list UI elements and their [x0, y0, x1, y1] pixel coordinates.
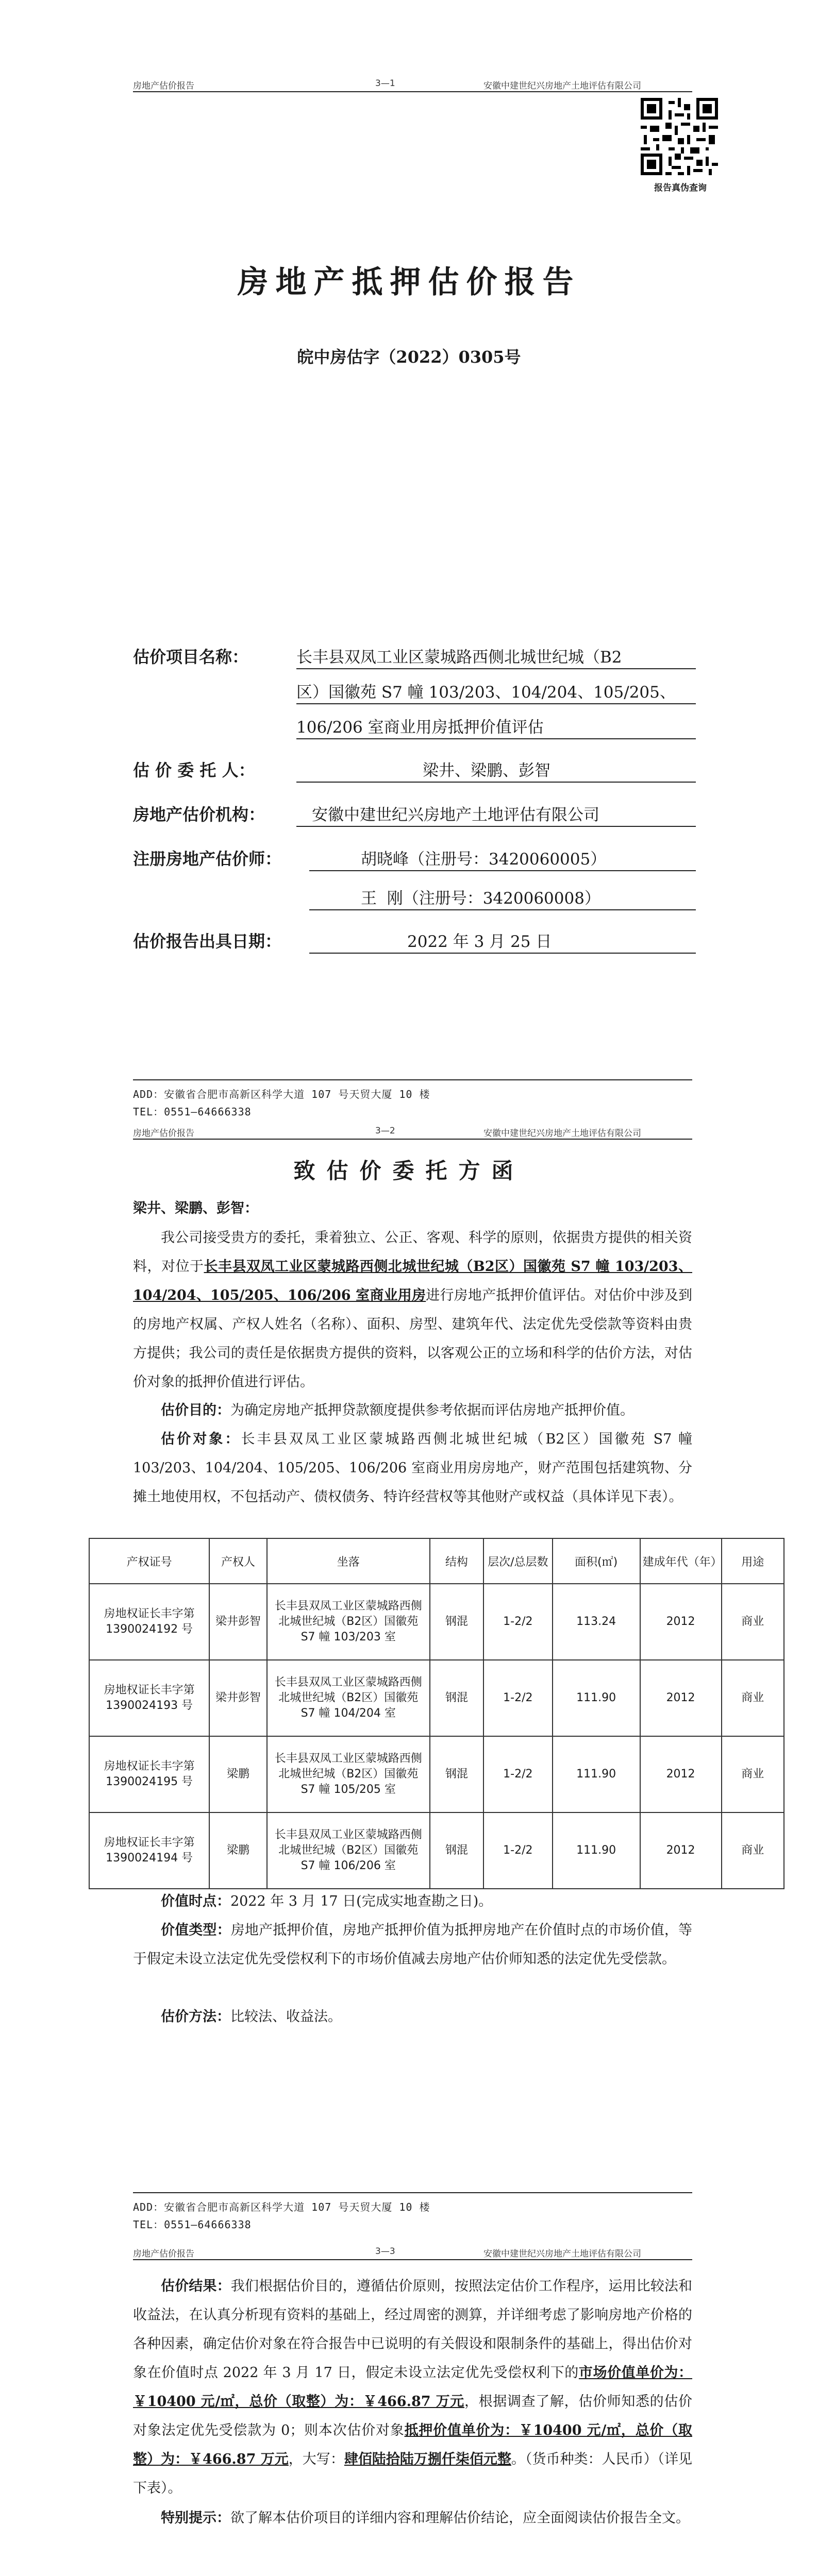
table-cell: 111.90: [553, 1812, 640, 1889]
method-text: 比较法、收益法。: [230, 2009, 342, 2025]
object-text: 长丰县双凤工业区蒙城路西侧北城世纪城（B2区）国徽苑 S7 幢 103/203、104/204、105/205、106/206 室商业用房房地产，财产范围包括建筑物、分摊土地使用权，不包括动产、债权债务、特许经营权等其他财产或权益（具体详见下表）。: [133, 1431, 693, 1505]
type-para: [133, 1916, 692, 1974]
underline: [296, 826, 696, 827]
footer-address: ADD：安徽省合肥市高新区科学大道 107 号天贸大厦 10 楼: [133, 2201, 430, 2213]
time-label: 价值时点：: [161, 1893, 230, 1909]
report-title: 房地产抵押估价报告: [237, 264, 581, 300]
table-cell: 113.24: [553, 1584, 640, 1660]
page-number: 3—1: [375, 78, 395, 89]
table-row: [89, 1736, 784, 1812]
report-number: 皖中房估字（2022）0305号: [297, 347, 521, 367]
header-left: 房地产估价报告: [133, 1128, 194, 1139]
footer-rule: [133, 1079, 692, 1080]
client-value: 梁井、梁鹏、彭智: [423, 761, 550, 780]
project-line3: 106/206 室商业用房抵押价值评估: [296, 718, 544, 737]
table-cell: 1-2/2: [483, 1584, 553, 1660]
table-cell: 长丰县双凤工业区蒙城路西侧北城世纪城（B2区）国徽苑 S7 幢 104/204 室: [267, 1660, 430, 1736]
column-header: 产权人: [209, 1538, 267, 1584]
table-cell: 长丰县双凤工业区蒙城路西侧北城世纪城（B2区）国徽苑 S7 幢 106/206 室: [267, 1812, 430, 1889]
table-cell: 房地权证长丰字第1390024192 号: [89, 1584, 209, 1660]
header-rule: [133, 1139, 692, 1140]
para-object: 长丰县双凤工业区蒙城路西侧北城世纪城（B2区）国徽苑 S7 幢 103/203、104/204、105/205、106/206 室商业用房: [133, 1259, 692, 1303]
salutation: 梁井、梁鹏、彭智：: [133, 1200, 258, 1216]
tip-label: 特别提示：: [161, 2510, 230, 2526]
result-para: [133, 2272, 692, 2503]
column-header: 用途: [722, 1538, 784, 1584]
tip-para: [133, 2504, 692, 2533]
appraiser-label: 注册房地产估价师：: [133, 849, 282, 869]
table-cell: 梁井彭智: [209, 1660, 267, 1736]
para-text: 进行房地产抵押价值评估。对估价中涉及到的房地产权属、产权人姓名（名称）、面积、房型、建筑年代、法定优先受偿款等资料由贵方提供；我公司的责任是依据贵方提供的资料，以客观公正的立场和科学的估价方法，对估价对象的抵押价值进行评估。: [133, 1287, 692, 1390]
page-number: 3—2: [375, 1126, 395, 1136]
result-text: ，大写：: [288, 2451, 344, 2467]
page-number: 3—3: [375, 2246, 395, 2257]
project-label: 估价项目名称：: [133, 647, 249, 667]
purpose-label: 估价目的：: [161, 1402, 230, 1418]
header-left: 房地产估价报告: [133, 2249, 194, 2259]
column-header: 产权证号: [89, 1538, 209, 1584]
table-cell: 梁鹏: [209, 1736, 267, 1812]
table-cell: 钢混: [430, 1736, 483, 1812]
object-label: 估价对象：: [161, 1431, 241, 1447]
table-cell: 商业: [722, 1660, 784, 1736]
table-row: [89, 1584, 784, 1660]
header-rule: [133, 91, 692, 92]
result-text: ，根据调查了解，估价师知悉的估价对象法定优先受偿款为 0；则本次估价对象: [133, 2394, 692, 2438]
qr-caption: 报告真伪查询: [654, 183, 707, 193]
table-cell: 钢混: [430, 1812, 483, 1889]
table-cell: 钢混: [430, 1584, 483, 1660]
table-cell: 111.90: [553, 1660, 640, 1736]
time-para: [133, 1887, 692, 1916]
underline: [296, 703, 696, 704]
column-header: 面积(㎡): [553, 1538, 640, 1584]
tip-text: 欲了解本估价项目的详细内容和理解估价结论，应全面阅读估价报告全文。: [230, 2510, 690, 2526]
purpose-text: 为确定房地产抵押贷款额度提供参考依据而评估房地产抵押价值。: [230, 1402, 634, 1418]
value-in-words: 肆佰陆拾陆万捌仟柒佰元整: [344, 2451, 511, 2467]
table-cell: 长丰县双凤工业区蒙城路西侧北城世纪城（B2区）国徽苑 S7 幢 103/203 室: [267, 1584, 430, 1660]
project-line2: 区）国徽苑 S7 幢 103/203、104/204、105/205、: [296, 683, 676, 702]
table-cell: 1-2/2: [483, 1736, 553, 1812]
table-cell: 2012: [640, 1660, 722, 1736]
result-text: 。（货币种类：人民币）（详见下表）。: [133, 2451, 693, 2496]
table-cell: 梁鹏: [209, 1812, 267, 1889]
agency-value: 安徽中建世纪兴房地产土地评估有限公司: [312, 806, 599, 824]
table-cell: 111.90: [553, 1736, 640, 1812]
underline: [296, 668, 696, 669]
footer-tel: TEL：0551—64666338: [133, 1106, 252, 1118]
client-label: 估 价 委 托 人：: [133, 760, 255, 780]
header-rule: [133, 2259, 692, 2260]
table-row: [89, 1660, 784, 1736]
table-row: [89, 1812, 784, 1889]
underline: [309, 870, 696, 871]
column-header: 坐落: [267, 1538, 430, 1584]
type-text: 房地产抵押价值，房地产抵押价值为抵押房地产在价值时点的市场价值，等于假定未设立法定优先受偿权利下的市场价值减去房地产估价师知悉的法定优先受偿款。: [133, 1922, 693, 1967]
column-header: 层次/总层数: [483, 1538, 553, 1584]
agency-label: 房地产估价机构：: [133, 805, 265, 824]
column-header: 建成年代（年）: [640, 1538, 722, 1584]
method-label: 估价方法：: [161, 2009, 230, 2025]
market-value: 市场价值单价为：￥10400 元/㎡，总价（取整）为：￥466.87 万元: [133, 2365, 693, 2410]
property-table: [89, 1538, 784, 1889]
object-para: [133, 1425, 692, 1512]
underline: [296, 782, 696, 783]
table-cell: 1-2/2: [483, 1812, 553, 1889]
table-cell: 房地权证长丰字第1390024194 号: [89, 1812, 209, 1889]
method-para: [133, 2003, 692, 2031]
table-cell: 2012: [640, 1736, 722, 1812]
header-right: 安徽中建世纪兴房地产土地评估有限公司: [483, 81, 641, 91]
column-header: 结构: [430, 1538, 483, 1584]
table-cell: 房地权证长丰字第1390024193 号: [89, 1660, 209, 1736]
table-header-row: [89, 1538, 784, 1584]
letter-para1: [133, 1224, 692, 1397]
project-line1: 长丰县双凤工业区蒙城路西侧北城世纪城（B2: [296, 648, 622, 667]
table-cell: 商业: [722, 1584, 784, 1660]
table-cell: 长丰县双凤工业区蒙城路西侧北城世纪城（B2区）国徽苑 S7 幢 105/205 室: [267, 1736, 430, 1812]
table-cell: 房地权证长丰字第1390024195 号: [89, 1736, 209, 1812]
mortgage-value: 抵押价值单价为：￥10400 元/㎡，总价（取整）为：￥466.87 万元: [133, 2422, 692, 2467]
underline: [309, 953, 696, 954]
type-label: 价值类型：: [161, 1922, 231, 1938]
para-text: 我公司接受贵方的委托，秉着独立、公正、客观、科学的原则，依据贵方提供的相关资料，对位于: [133, 1230, 692, 1275]
underline: [309, 909, 696, 910]
header-right: 安徽中建世纪兴房地产土地评估有限公司: [483, 2249, 641, 2259]
letter-title: 致估价委托方函: [293, 1158, 525, 1183]
appraiser-2: 王 刚（注册号：3420060008）: [361, 889, 600, 908]
table-cell: 商业: [722, 1736, 784, 1812]
qr-code[interactable]: [641, 98, 718, 175]
appraiser-1: 胡晓峰（注册号：3420060005）: [361, 850, 607, 869]
table-cell: 2012: [640, 1812, 722, 1889]
header-left: 房地产估价报告: [133, 81, 194, 91]
table-cell: 2012: [640, 1584, 722, 1660]
table-cell: 钢混: [430, 1660, 483, 1736]
result-text: 我们根据估价目的，遵循估价原则，按照法定估价工作程序，运用比较法和收益法，在认真分析现有资料的基础上，经过周密的测算，并详细考虑了影响房地产价格的各种因素，确定估价对象在符合报告中已说明的有关假设和限制条件的基础上，得出估价对象在价值时点 2022 年 3 月 17 日，假定未设立法定优先受偿权利下的: [133, 2278, 693, 2381]
footer-tel: TEL：0551—64666338: [133, 2218, 252, 2231]
result-label: 估价结果：: [161, 2278, 231, 2294]
time-text: 2022 年 3 月 17 日(完成实地查勘之日)。: [230, 1893, 493, 1909]
underline: [296, 738, 696, 739]
date-label: 估价报告出具日期：: [133, 931, 282, 951]
table-cell: 梁井彭智: [209, 1584, 267, 1660]
date-value: 2022 年 3 月 25 日: [407, 933, 552, 951]
table-cell: 1-2/2: [483, 1660, 553, 1736]
header-right: 安徽中建世纪兴房地产土地评估有限公司: [483, 1128, 641, 1139]
footer-address: ADD：安徽省合肥市高新区科学大道 107 号天贸大厦 10 楼: [133, 1088, 430, 1100]
purpose-para: [133, 1396, 692, 1425]
table-cell: 商业: [722, 1812, 784, 1889]
footer-rule: [133, 2192, 692, 2193]
